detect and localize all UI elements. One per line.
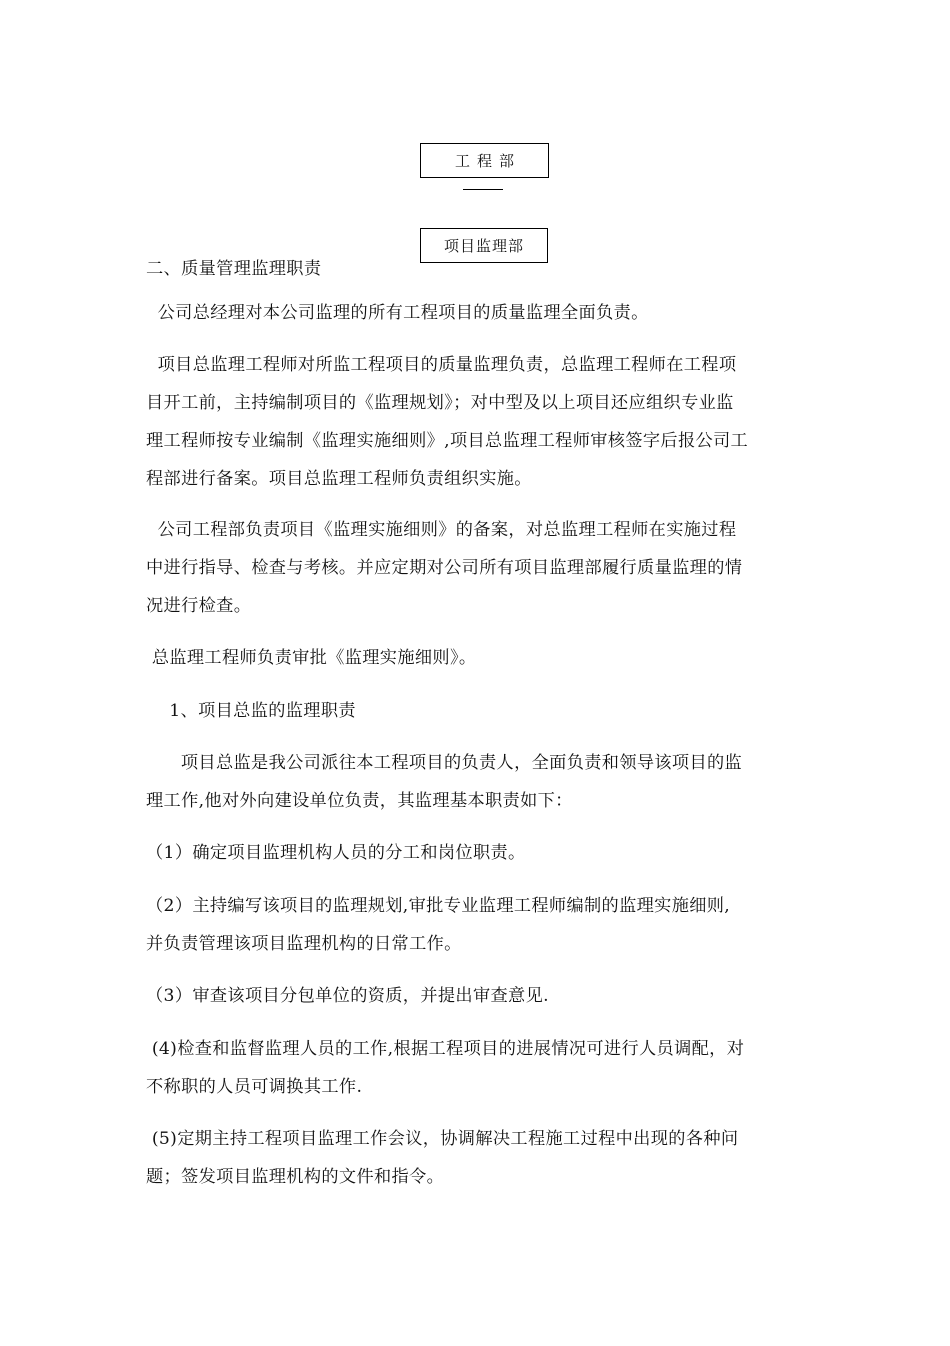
list-item-continuation: 并负责管理该项目监理机构的日常工作。 [146,934,462,954]
project-supervision-dept-label: 项目监理部 [443,237,524,255]
list-item: (4)检查和监督监理人员的工作,根据工程项目的进展情况可进行人员调配，对 [146,1039,745,1059]
subsection-heading: 1、项目总监的监理职责 [146,701,356,721]
list-item: （1）确定项目监理机构人员的分工和岗位职责。 [146,843,526,863]
paragraph-line: 项目总监理工程师对所监工程项目的质量监理负责，总监理工程师在工程项 [146,355,737,375]
paragraph-line: 总监理工程师负责审批《监理实施细则》。 [146,648,477,668]
list-item-continuation: 题；签发项目监理机构的文件和指令。 [146,1167,445,1187]
list-item: (5)定期主持工程项目监理工作会议，协调解决工程施工过程中出现的各种问 [146,1129,739,1149]
engineering-dept-box [420,143,549,178]
paragraph-line: 目开工前，主持编制项目的《监理规划》；对中型及以上项目还应组织专业监 [146,393,734,413]
paragraph-line: 理工程师按专业编制《监理实施细则》,项目总监理工程师审核签字后报公司工 [146,431,749,451]
list-item-continuation: 不称职的人员可调换其工作. [146,1077,363,1097]
list-item: （2）主持编写该项目的监理规划,审批专业监理工程师编制的监理实施细则, [146,896,731,916]
paragraph-line: 程部进行备案。项目总监理工程师负责组织实施。 [146,469,532,489]
project-supervision-dept-box [420,228,548,263]
engineering-dept-label: 工程部 [454,152,521,170]
paragraph-line: 中进行指导、检查与考核。并应定期对公司所有项目监理部履行质量监理的情 [146,558,743,578]
list-item: （3）审查该项目分包单位的资质，并提出审查意见. [146,986,549,1006]
paragraph-line: 况进行检查。 [146,596,252,616]
paragraph-line: 项目总监是我公司派往本工程项目的负责人，全面负责和领导该项目的监 [146,753,743,773]
section-heading: 二、质量管理监理职责 [146,259,322,279]
paragraph-line: 公司总经理对本公司监理的所有工程项目的质量监理全面负责。 [146,303,649,323]
paragraph-line: 公司工程部负责项目《监理实施细则》的备案，对总监理工程师在实施过程 [146,520,737,540]
paragraph-line: 理工作,他对外向建设单位负责，其监理基本职责如下： [146,791,573,811]
org-chart-connector [463,189,503,190]
